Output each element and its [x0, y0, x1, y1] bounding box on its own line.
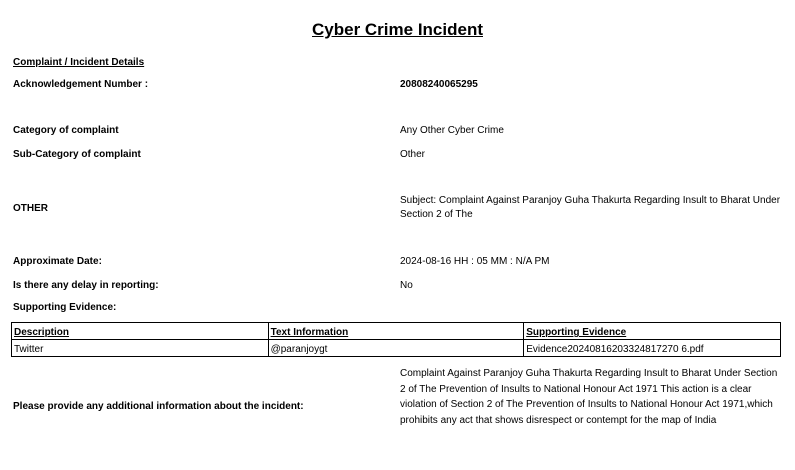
table-cell: Evidence20240816203324817270 6.pdf [524, 340, 781, 357]
subcategory-label: Sub-Category of complaint [13, 149, 141, 160]
delay-value: No [400, 280, 413, 291]
category-label: Category of complaint [13, 125, 119, 136]
date-label: Approximate Date: [13, 256, 102, 267]
ack-value: 20808240065295 [400, 79, 478, 90]
column-header: Text Information [268, 323, 524, 340]
category-value: Any Other Cyber Crime [400, 125, 504, 136]
table-cell: @paranjoygt [268, 340, 524, 357]
delay-label: Is there any delay in reporting: [13, 280, 159, 291]
section-heading: Complaint / Incident Details [13, 57, 145, 68]
additional-info-label: Please provide any additional information about the incident: [13, 401, 304, 412]
table-cell: Twitter [12, 340, 269, 357]
ack-label: Acknowledgement Number : [13, 79, 149, 90]
table-row [12, 340, 781, 357]
column-header: Description [12, 323, 269, 340]
document-title: Cyber Crime Incident [312, 20, 483, 39]
evidence-table [11, 322, 781, 357]
subcategory-value: Other [400, 149, 426, 160]
column-header: Supporting Evidence [524, 323, 781, 340]
table-header-row [12, 323, 781, 340]
date-value: 2024-08-16 HH : 05 MM : N/A PM [400, 256, 550, 267]
evidence-label: Supporting Evidence: [13, 302, 117, 313]
other-label: OTHER [13, 203, 48, 214]
additional-info-value: Complaint Against Paranjoy Guha Thakurta Regarding Insult to Bharat Under Section 2 of The Prevention of Insults to National Honour Act 1971 This action is a clear violation of Section 2 of The Prevention of Insults to National Honour Act 1971,which prohibits any act that shows disrespect or contempt for the map of India [400, 368, 778, 426]
other-value: Subject: Complaint Against Paranjoy Guha Thakurta Regarding Insult to Bharat Under Section 2 of The [400, 195, 781, 220]
